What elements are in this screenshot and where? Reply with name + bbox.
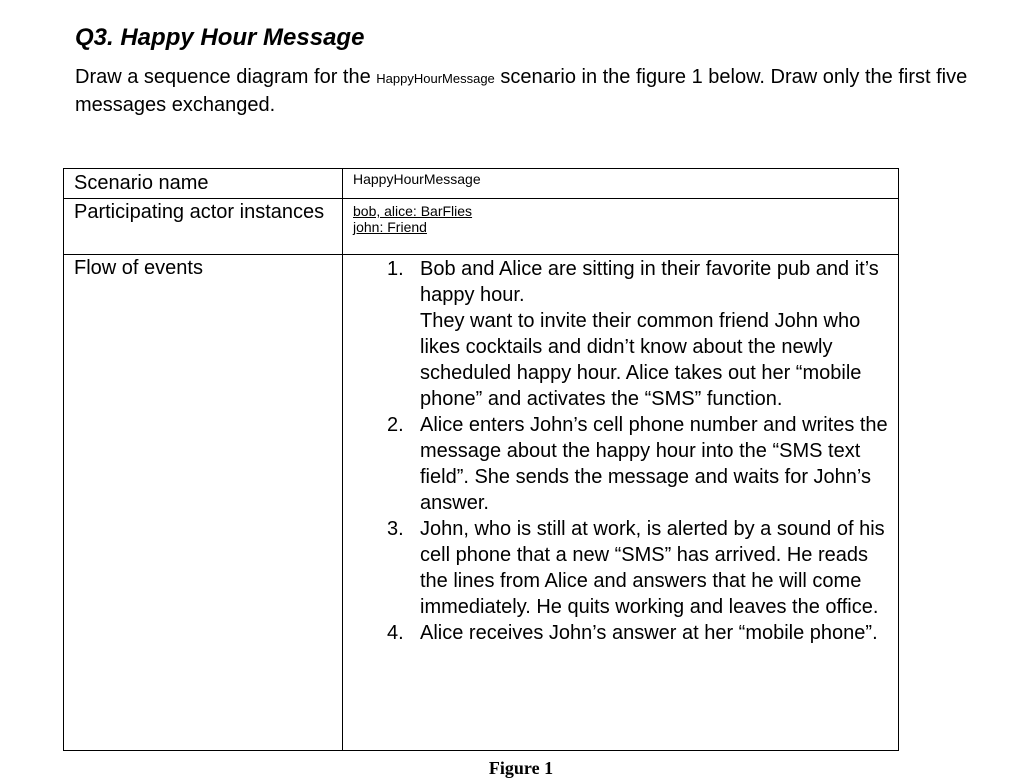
flow-event-text: John, who is still at work, is alerted by a sound of his cell phone that a new “SMS” has arrived. He reads the lines from Alice and answers that he will come immediately. He quits working and leaves the office.: [420, 518, 885, 618]
participating-actors-row: [64, 199, 899, 255]
flow-event-4: [353, 620, 888, 646]
flow-event-number: 2.: [387, 414, 404, 436]
question-title: Q3. Happy Hour Message: [75, 24, 365, 51]
flow-of-events-value: [343, 255, 899, 751]
prompt-text-after: scenario in the figure 1 below. Draw only the first five messages exchanged.: [75, 66, 968, 116]
scenario-table: [63, 168, 899, 751]
flow-of-events-row: [64, 255, 899, 751]
question-prompt: [75, 64, 1005, 118]
scenario-name-row: [64, 169, 899, 199]
actor-instance-friend[interactable]: john: Friend: [353, 219, 427, 235]
flow-event-number: 3.: [387, 518, 404, 540]
participating-actors-value: [343, 199, 899, 255]
actor-instance-barflies[interactable]: bob, alice: BarFlies: [353, 203, 473, 219]
flow-event-3: [353, 516, 888, 620]
prompt-text-before: Draw a sequence diagram for the: [75, 66, 377, 88]
flow-event-text: Alice receives John’s answer at her “mobile phone”.: [420, 622, 878, 644]
scenario-name-value: HappyHourMessage: [343, 169, 899, 199]
flow-event-continuation: They want to invite their common friend John who likes cocktails and didn’t know about the newly scheduled happy hour. Alice takes out her “mobile phone” and activates the “SMS” function.: [420, 310, 862, 410]
flow-event-1: [353, 256, 888, 412]
scenario-name-label: Scenario name: [64, 169, 343, 199]
prompt-scenario-name: HappyHourMessage: [376, 71, 495, 86]
flow-event-number: 4.: [387, 622, 404, 644]
flow-event-text: Alice enters John’s cell phone number and writes the message about the happy hour into the “SMS text field”. She sends the message and waits for John’s answer.: [420, 414, 888, 514]
flow-event-text: Bob and Alice are sitting in their favorite pub and it’s happy hour.: [420, 258, 879, 306]
flow-event-2: [353, 412, 888, 516]
participating-actors-label: Participating actor instances: [64, 199, 343, 255]
flow-of-events-label: Flow of events: [64, 255, 343, 751]
flow-event-number: 1.: [387, 258, 404, 280]
flow-events-list: [353, 256, 888, 646]
figure-caption: Figure 1: [488, 758, 554, 778]
